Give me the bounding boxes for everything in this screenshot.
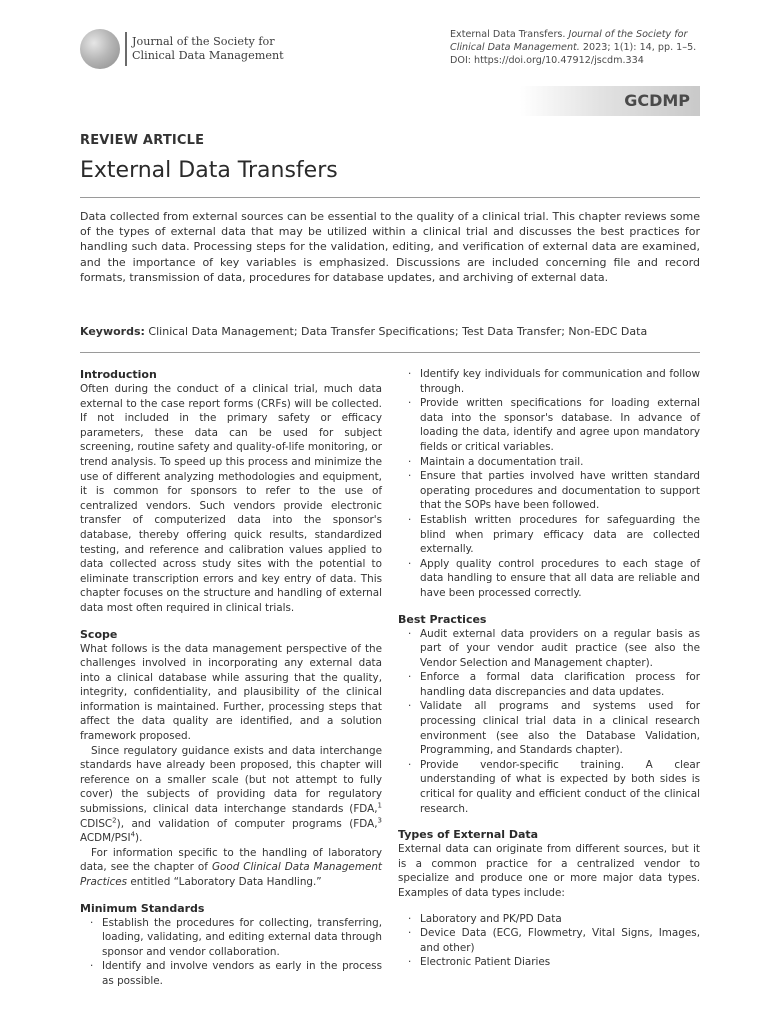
intro-heading: Introduction (80, 368, 157, 381)
keywords-label: Keywords: (80, 325, 145, 338)
keywords-divider (80, 352, 700, 353)
globe-logo-icon (80, 29, 120, 69)
logo-line-1: Journal of the Society for (132, 35, 275, 48)
list-item: · Establish the procedures for collecting, transferring, loading, validating, and editing external data through sponsor and vendor collaboration. (90, 916, 382, 958)
right-column (398, 367, 700, 970)
citation-rest: 2023; 1(1): 14, pp. 1–5. (579, 42, 697, 53)
list-item: · Identify key individuals for communication and follow through. (408, 368, 700, 395)
title-divider (80, 197, 700, 198)
minimum-standards-heading: Minimum Standards (80, 901, 205, 915)
logo-text (132, 35, 284, 62)
scope-paragraph-1: What follows is the data management perspective of the challenges involved in incorporating any external data into a clinical database while assuring that the quality, integrity, confidentiality, and plausibility of the clinical information is maintained. Further, processing steps that affect the data quality are identified, and a solution framework proposed. (80, 642, 382, 743)
citation (450, 28, 710, 67)
citation-journal: Journal of the Society for Clinical Data Management. (450, 29, 688, 53)
doi-link[interactable]: DOI: https://doi.org/10.47912/jscdm.334 (450, 55, 644, 66)
list-item: · Device Data (ECG, Flowmetry, Vital Signs, Images, and other) (408, 927, 700, 954)
best-practices-heading: Best Practices (398, 612, 487, 626)
scope-paragraph-3: For information specific to the handling of laboratory data, see the chapter of Good Clinical Data Management Practices entitled “Laboratory Data Handling.” (80, 846, 382, 888)
article-type: REVIEW ARTICLE (80, 133, 205, 148)
citation-prefix: External Data Transfers. (450, 29, 569, 40)
list-item: · Apply quality control procedures to each stage of data handling to ensure that all data are reliable and have been processed correctly. (408, 557, 700, 599)
list-item: · Audit external data providers on a regular basis as part of your vendor audit practice (see also the Vendor Selection and Management chapter). (408, 627, 700, 669)
keywords (80, 324, 700, 339)
scope-heading: Scope (80, 627, 118, 641)
types-heading: Types of External Data (398, 828, 539, 842)
list-item: · Electronic Patient Diaries (408, 956, 551, 969)
logo-line-2: Clinical Data Management (132, 48, 284, 62)
intro-text: Often during the conduct of a clinical trial, much data external to the case report forms (CRFs) will be collected. If not included in the primary safety or efficacy parameters, these data can be used for subject screening, routine safety and quality-of-life monitoring, or trend analysis. To speed up this process and minimize the use of different analyzing methodologies and equipment, it is common for sponsors to refer to the use of centralized vendors. Such vendors provide electronic transfer of computerized data into the sponsor's database, thereby offering quick results, standardized testing, and reference and calibration values applied to data collected across study sites with the potential to eliminate transcription errors and key entry of data. This chapter focuses on the structure and handling of external data most often required in clinical trials. (80, 383, 382, 614)
gcdmp-badge: GCDMP (520, 86, 700, 116)
keywords-text: Clinical Data Management; Data Transfer Specifications; Test Data Transfer; Non-EDC Data (144, 325, 648, 338)
journal-logo (80, 26, 284, 74)
list-item: · Provide vendor-specific training. A clear understanding of what is expected by both sides is critical for quality and efficient conduct of the clinical research. (408, 758, 700, 815)
list-item: · Provide written specifications for loading external data into the sponsor's database. In advance of loading the data, identify and agree upon mandatory fields or critical variables. (408, 397, 700, 453)
list-item: · Enforce a formal data clarification process for handling data discrepancies and data updates. (408, 671, 700, 698)
list-item: · Validate all programs and systems used for processing clinical trial data in a clinical research environment (see also the Database Validation, Programming, and Standards chapter). (408, 700, 700, 757)
list-item: · Maintain a documentation trail. (408, 455, 584, 468)
list-item: · Identify and involve vendors as early in the process as possible. (90, 960, 382, 987)
minimum-standards-list-continued (398, 367, 700, 601)
list-item: · Establish written procedures for safeguarding the blind when primary efficacy data are collected externally. (408, 513, 700, 556)
abstract: Data collected from external sources can be essential to the quality of a clinical trial. This chapter reviews some of the types of external data that may be utilized within a clinical trial and discusses the best practices for handling such data. Processing steps for the validation, editing, and verification of external data are examined, and the importance of key variables is emphasized. Discussions are included concerning file and record formats, transmission of data, procedures for database updates, and archiving of external data. (80, 210, 700, 284)
minimum-standards-list (80, 916, 382, 989)
logo-divider (125, 32, 127, 66)
types-list (398, 912, 700, 970)
left-column (80, 367, 382, 989)
list-item: · Laboratory and PK/PD Data (408, 912, 562, 925)
best-practices-list (398, 627, 700, 817)
types-text: External data can originate from different sources, but it is a common practice for a centralized vendor to specialize and produce one or more major data types. Examples of data types include: (398, 843, 700, 899)
scope-paragraph-2: Since regulatory guidance exists and data interchange standards have already been proposed, this chapter will reference on a smaller scale (but not attempt to fully cover) the subjects of providing data for regulatory submissions, clinical data interchange standards (FDA,$^1$ CDISC$^2$), and validation of computer programs (FDA,$^3$ ACDM/PSI$^4$). (80, 744, 382, 845)
article-title: External Data Transfers (80, 158, 338, 183)
list-item: · Ensure that parties involved have written standard operating procedures and documentation to support that the SOPs have been followed. (408, 470, 700, 512)
